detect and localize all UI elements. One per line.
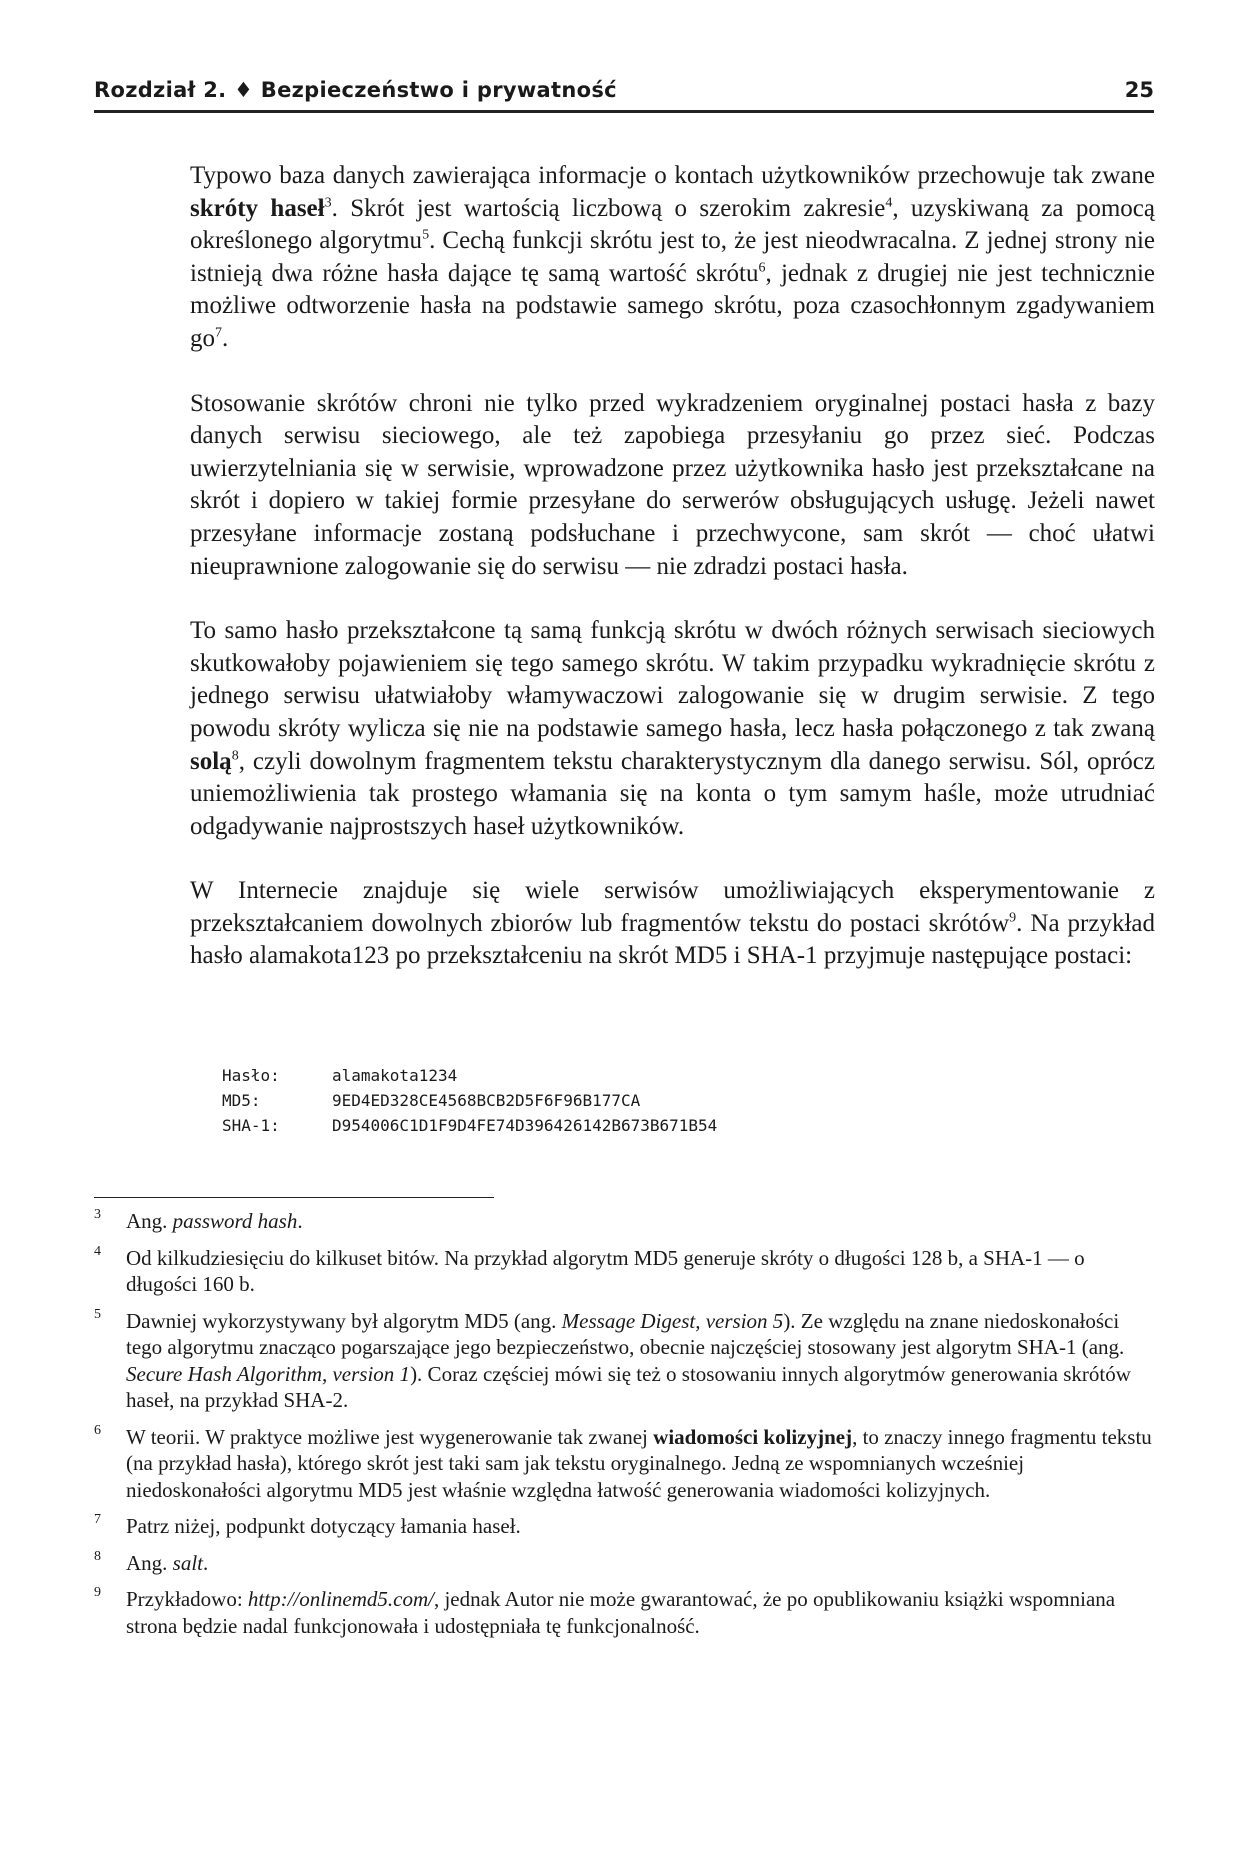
footnote-ref: 8 [231,748,239,764]
footnote-ref: 7 [215,325,222,341]
footnote-number: 4 [94,1243,101,1259]
footnote-number: 3 [94,1207,101,1222]
footnote-5 [94,1308,1154,1414]
footnote-number: 8 [94,1548,101,1564]
running-header [94,78,1154,118]
footnote-ref: 5 [422,227,430,243]
body-text [190,160,1155,1005]
footnote-separator [94,1197,494,1198]
term-collision-message: wiadomości kolizyjnej [653,1424,853,1449]
paragraph-1 [190,160,1155,356]
text-run: W Internecie znajduje się wiele serwisów umożliwiających eksperymentowanie z przekształcaniem dowolnych zbiorów lub fragmentów tekstu do postaci skrótów [190,877,1155,937]
text-run: Przykładowo: [126,1587,248,1611]
code-key: MD5: [222,1091,261,1110]
text-run: , to znaczy innego fragmentu tekstu (na przykład hasła), którego skrót jest taki sam jak tekstu oryginalnego. Jedną ze wspomnianych wcześniej niedoskonałości algorytmu MD5 jest właśnie względna łatwość generowania wiadomości kolizyjnych. [126,1424,1152,1502]
text-run: Od kilkudziesięciu do kilkuset bitów. Na przykład algorytm MD5 generuje skróty o długości 128 b, a SHA-1 — o długości 160 b. [126,1245,1085,1296]
footnote-number: 7 [94,1512,101,1527]
paragraph-2: Stosowanie skrótów chroni nie tylko przed wykradzeniem oryginalnej postaci hasła z bazy danych serwisu sieciowego, ale też zapobiega przesyłaniu go przez sieć. Podczas uwierzytelniania się w serwisie, wprowadzone przez użytkownika hasło jest przekształcane na skrót i dopiero w takiej formie przesyłane do serwerów obsługujących usługę. Jeżeli nawet przesyłane informacje zostaną podsłuchane i przechwycone, sam skrót — choć ułatwi nieuprawnione zalogowanie się do serwisu — nie zdradzi postaci hasła. [190,389,1155,580]
text-run: W teorii. W praktyce możliwe jest wygenerowanie tak zwanej [126,1424,654,1449]
chapter-title: Rozdział 2. ♦ Bezpieczeństwo i prywatność [94,78,617,102]
footnote-ref: 4 [885,195,893,211]
text-run: , czyli dowolnym fragmentem tekstu charakterystycznym dla danego serwisu. Sól, oprócz uniemożliwienia tak prostego włamania się na konta o tym samym haśle, może utrudniać odgadywanie najprostszych haseł użytkowników. [190,747,1155,840]
text-run: Patrz niżej, podpunkt dotyczący łamania haseł. [126,1514,521,1538]
text-run: . [203,1550,209,1575]
footnote-6 [94,1424,1154,1504]
code-row-password [222,1063,717,1088]
italic-term: salt [172,1550,204,1575]
text-run: Dawniej wykorzystywany był algorytm MD5 (ang. [126,1308,562,1333]
text-run: . [222,324,229,352]
code-row-md5 [222,1088,717,1113]
paragraph-4 [190,875,1155,973]
text-run: . Na przykład hasło alamakota123 po przekształceniu na skrót MD5 i SHA-1 przyjmuje następujące postaci: [190,909,1155,970]
text-run: . Skrót jest wartością liczbową o szerokim zakresie [331,194,886,222]
text-run: , jednak z drugiej nie jest technicznie możliwe odtworzenie hasła na podstawie samego skrótu, poza czasochłonnym zgadywaniem go [190,259,1155,352]
text-run: ). Ze względu na znane niedoskonałości tego algorytmu znacząco pogarszające jego bezpieczeństwo, obecnie najczęściej stosowany jest algorytm SHA-1 (ang. [126,1308,1125,1359]
italic-term: password hash [172,1209,298,1233]
footnote-9 [94,1586,1154,1639]
code-value: D954006C1D1F9D4FE74D396426142B673B671B54 [332,1116,718,1135]
term-salt: solą [190,747,232,775]
text-run: To samo hasło przekształcone tą samą funkcją skrótu w dwóch różnych serwisach sieciowych skutkowałoby pojawieniem się tego samego skrótu. W takim przypadku wykradnięcie skrótu z jednego serwisu ułatwiałoby włamywaczowi zalogowanie się w drugim serwisie. Z tego powodu skróty wylicza się nie na podstawie samego hasła, lecz hasła połączonego z tak zwaną [190,617,1155,742]
paragraph-3 [190,615,1155,843]
code-value: 9ED4ED328CE4568BCB2D5F6F96B177CA [332,1091,641,1110]
footnote-7 [94,1513,1154,1540]
url-link[interactable]: http://onlinemd5.com/ [247,1587,434,1611]
text-run: . [297,1209,303,1233]
code-key: SHA-1: [222,1116,280,1135]
italic-term: Secure Hash Algorithm, version 1 [126,1361,411,1386]
footnote-8 [94,1550,1154,1577]
footnote-number: 9 [94,1585,101,1600]
code-row-sha1 [222,1113,717,1138]
footnote-number: 5 [94,1306,101,1322]
code-value: alamakota1234 [332,1066,458,1085]
footnote-4 [94,1245,1154,1298]
text-run: . Cechą funkcji skrótu jest to, że jest nieodwracalna. Z jednej strony nie istnieją dwa różne hasła dające tę samą wartość skrótu [190,227,1156,287]
hash-example-listing [222,1063,717,1138]
footnotes [94,1208,1154,1649]
text-run: , uzyskiwaną za pomocą określonego algorytmu [190,194,1155,255]
text-run: Ang. [126,1550,173,1575]
footnote-number: 6 [94,1422,101,1438]
text-run: Typowo baza danych zawierająca informacje o kontach użytkowników przechowuje tak zwane [190,162,1155,189]
footnote-ref: 6 [758,260,766,276]
text-run: , jednak Autor nie może gwarantować, że po opublikowaniu książki wspomniana strona będzie nadal funkcjonowała i udostępniała tę funkcjonalność. [126,1587,1116,1638]
footnote-ref: 9 [1009,910,1017,926]
page-number: 25 [1124,78,1154,102]
italic-term: Message Digest, version 5 [561,1308,784,1333]
text-run: Ang. [126,1209,173,1233]
header-rule [94,110,1154,113]
term-password-hashes: skróty haseł [190,194,325,222]
code-key: Hasło: [222,1066,280,1085]
footnote-ref: 3 [324,195,332,211]
footnote-3 [94,1208,1154,1235]
text-run: ). Coraz częściej mówi się też o stosowaniu innych algorytmów generowania skrótów haseł, na przykład SHA-2. [126,1361,1131,1412]
